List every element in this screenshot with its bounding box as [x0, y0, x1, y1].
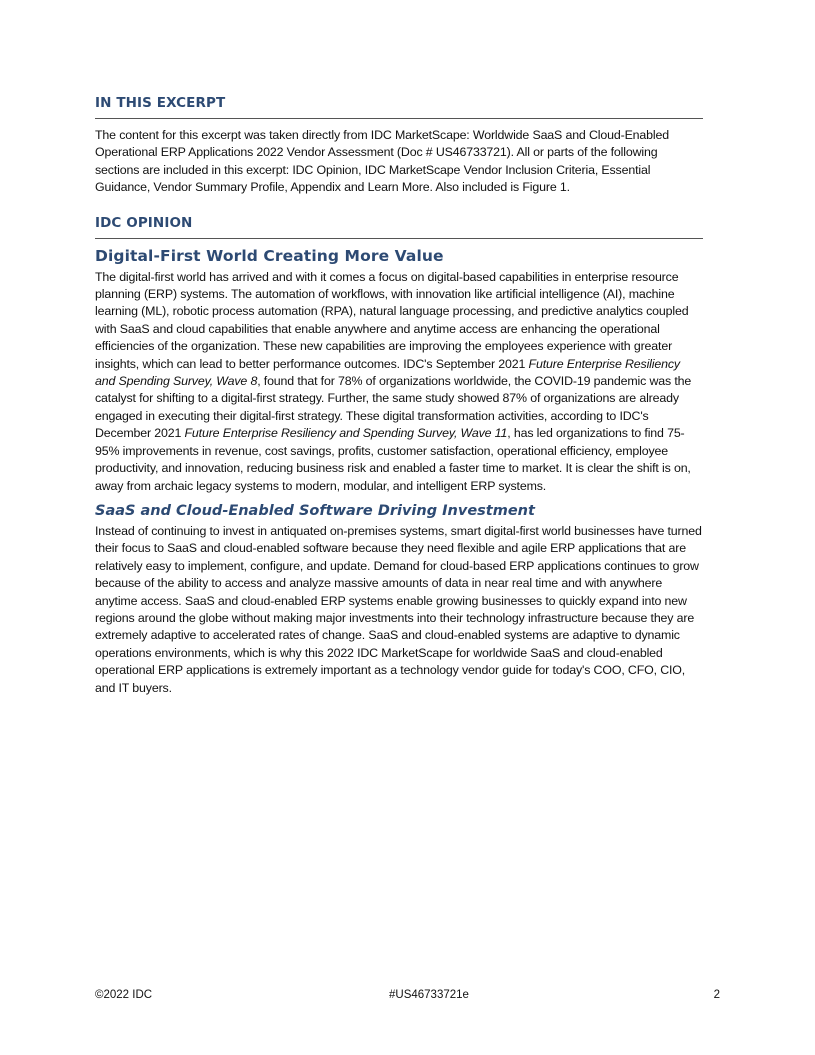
footer-copyright: ©2022 IDC: [95, 989, 153, 1001]
opinion-heading: IDC OPINION: [95, 215, 703, 239]
page-content: [95, 95, 703, 697]
survey-title-wave-8: Future Enterprise Resiliency and Spending Survey, Wave 8: [95, 356, 680, 389]
digital-first-subheading: Digital-First World Creating More Value: [95, 246, 444, 265]
saas-paragraph: Instead of continuing to invest in antiquated on-premises systems, smart digital-first world businesses have turned their focus to SaaS and cloud-enabled software because they need flexible and agile ERP applications that are relatively easy to implement, configure, and update. Demand for cloud-based ERP applications continues to grow because of the ability to access and analyze massive amounts of data in near real time and with anywhere anytime access. SaaS and cloud-enabled ERP systems enable growing businesses to quickly expand into new regions around the globe without making major investments into their technology infrastructure because they are extremely adaptive to accelerated rates of change. SaaS and cloud-enabled systems are adaptive to dynamic operations environments, which is why this 2022 IDC MarketScape for worldwide SaaS and cloud-enabled operational ERP applications is extremely important as a technology vendor guide for today's COO, CFO, CIO, and IT buyers.: [95, 523, 702, 695]
digital-first-text-1: The digital-first world has arrived and with it comes a focus on digital-based capabilities in enterprise resource planning (ERP) systems. The automation of workflows, with innovation like artificial intelligence (AI), machine learning (ML), robotic process automation (RPA), natural language processing, and predictive analytics coupled with SaaS and cloud capabilities that enable anywhere and anytime access are enhancing the operational efficiencies of the organization. These new capabilities are improving the employees experience with greater insights, which can lead to better performance outcomes. IDC's September 2021: [95, 269, 689, 371]
footer-page-number: 2: [713, 989, 720, 1001]
excerpt-paragraph: The content for this excerpt was taken directly from IDC MarketScape: Worldwide SaaS and Cloud-Enabled Operational ERP Applications 2022 Vendor Assessment (Doc # US46733721). All or parts of the following sections are included in this excerpt: IDC Opinion, IDC MarketScape Vendor Inclusion Criteria, Essential Guidance, Vendor Summary Profile, Appendix and Learn More. Also included is Figure 1.: [95, 128, 669, 195]
digital-first-text-3: , has led organizations to find 75-95% improvements in revenue, cost savings, profits, customer satisfaction, operational efficiency, employee productivity, and innovation, reducing business risk and enabled a faster time to market. It is clear the shift is on, away from archaic legacy systems to modern, modular, and intelligent ERP systems.: [95, 426, 691, 493]
digital-first-text-2: , found that for 78% of organizations worldwide, the COVID-19 pandemic was the catalyst for shifting to a digital-first strategy. Further, the same study showed 87% of organizations are already engaged in executing their digital-first strategy. These digital transformation activities, according to IDC's December 2021: [95, 374, 692, 441]
digital-first-paragraph: [95, 269, 703, 495]
survey-title-wave-11: Future Enterprise Resiliency and Spending Survey, Wave 11: [184, 426, 508, 441]
page-footer: [95, 989, 720, 1005]
excerpt-heading: IN THIS EXCERPT: [95, 95, 703, 119]
saas-subheading: SaaS and Cloud-Enabled Software Driving Investment: [95, 502, 535, 519]
footer-doc-number: #US46733721e: [389, 989, 469, 1001]
